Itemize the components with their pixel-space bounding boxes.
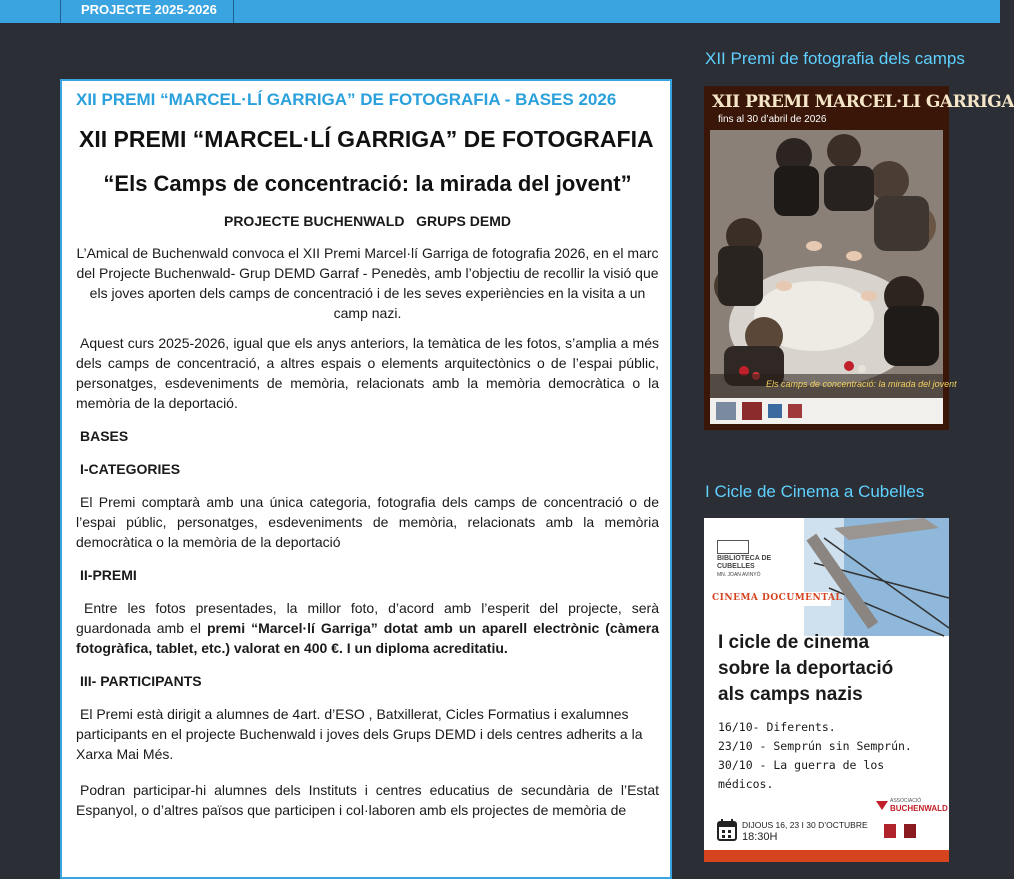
post-body [76,123,659,820]
calendar-icon [717,819,737,841]
headline-line-2: sobre la deportació [718,658,894,679]
film-item: 23/10 - Semprún sin Semprún. [718,739,912,753]
film-item: 30/10 - La guerra de los [718,758,885,772]
sidebar-widget-title-cinema: I Cicle de Cinema a Cubelles [705,482,925,501]
prize-paragraph [76,598,659,658]
categories-heading: I-CATEGORIES [80,461,181,477]
film-item: médicos. [718,777,774,791]
headline-line-3: als camps nazis [718,684,863,705]
post-container [60,79,672,879]
prize-heading: II-PREMI [80,567,137,583]
nav-tab-projecte[interactable]: PROJECTE 2025-2026 [60,0,234,23]
amical-name: BUCHENWALD [890,804,948,813]
amical-triangle-icon [876,801,888,810]
top-nav-bar [0,0,1000,23]
library-logo-icon [717,540,749,554]
premi-poster-title: XII PREMI MARCEL·LI GARRIGA [712,92,1014,112]
participants-paragraph: El Premi està dirigit a alumnes de 4art. d’ESO , Batxillerat, Cicles Formatius i exalumnes participants en el projecte Buchenwald i joves dels Grups DEMD i dels centres adherits a la Xarxa Mai Més. [76,706,643,762]
post-subheading: “Els Camps de concentració: la mirada del jovent” [103,171,632,196]
intro-paragraph: L’Amical de Buchenwald convoca el XII Premi Marcel·lí Garriga de fotografia 2026, en el marc del Projecte Buchenwald- Grup DEMD Garraf - Penedès, amb l’objectiu de recollir la visió que els joves aporten dels camps de concentració i de les seves experiències en la visita a un camp nazi. [76,245,659,321]
post-title-link[interactable]: XII PREMI “MARCEL·LÍ GARRIGA” DE FOTOGRAFIA - BASES 2026 [76,90,617,109]
cinema-label: CINEMA DOCUMENTAL [712,593,843,603]
cinema-dates: DIJOUS 16, 23 I 30 D’OCTUBRE [742,820,868,830]
prize-text: Entre les fotos presentades, la millor foto, d’acord amb l’esperit del projecte, serà guardonada amb el [76,600,659,636]
amical-sub: ASSOCIACIÓ [890,798,922,804]
participants-heading: III- PARTICIPANTS [80,673,202,689]
bases-heading: BASES [80,428,129,444]
library-name: BIBLIOTECA DE CUBELLES [717,555,772,570]
cinema-poster-image[interactable] [704,518,949,862]
town-logo-icon [884,824,896,838]
categories-paragraph: El Premi comptarà amb una única categoria, fotografia dels camps de concentració o de l’espai públic, personatges, esdeveniments de memòria, relacionats amb la memòria democràtica o la memòria de la deportació [76,494,659,550]
cinema-time: 18:30H [742,831,778,843]
headline-line-1: I cicle de cinema [718,632,870,653]
council-logo-icon [904,824,916,838]
prize-bold-text: premi “Marcel·lí Garriga” dotat amb un aparell electrònic (càmera fotogràfica, tablet, etc.) valorat en 400 €. I un diploma acreditatiu. [76,620,659,656]
premi-poster-image[interactable] [704,86,1014,430]
premi-poster-date: fins al 30 d’abril de 2026 [718,114,827,125]
poster-footer-bar [704,850,949,862]
premi-poster-caption: Els camps de concentració: la mirada del jovent [766,379,957,389]
course-paragraph: Aquest curs 2025-2026, igual que els anys anteriors, la temàtica de les fotos, s’amplia a més dels camps de concentració, a altres espais o elements arquitectònics o de l’espai públic, personatges, esdeveniments de memòria, relacionats amb la memòria democràtica o la memòria de la deportació. [76,335,659,411]
film-list [718,718,912,794]
library-subname: MN. JOAN AVINYÓ [717,572,761,578]
film-item: 16/10- Diferents. [718,720,836,734]
barbed-wire-photo [804,518,949,636]
sidebar-widget-title-premi: XII Premi de fotografia dels camps [705,49,965,68]
participants-paragraph-2: Podran participar-hi alumnes dels Instituts i centres educatius de secundària de l’Estat Espanyol, o d’altres països que participen i col·laboren amb els projectes de memòria de [76,782,659,818]
project-line: PROJECTE BUCHENWALD GRUPS DEMD [223,213,512,229]
post-heading: XII PREMI “MARCEL·LÍ GARRIGA” DE FOTOGRAFIA [79,126,654,152]
cinema-headline [718,630,893,708]
